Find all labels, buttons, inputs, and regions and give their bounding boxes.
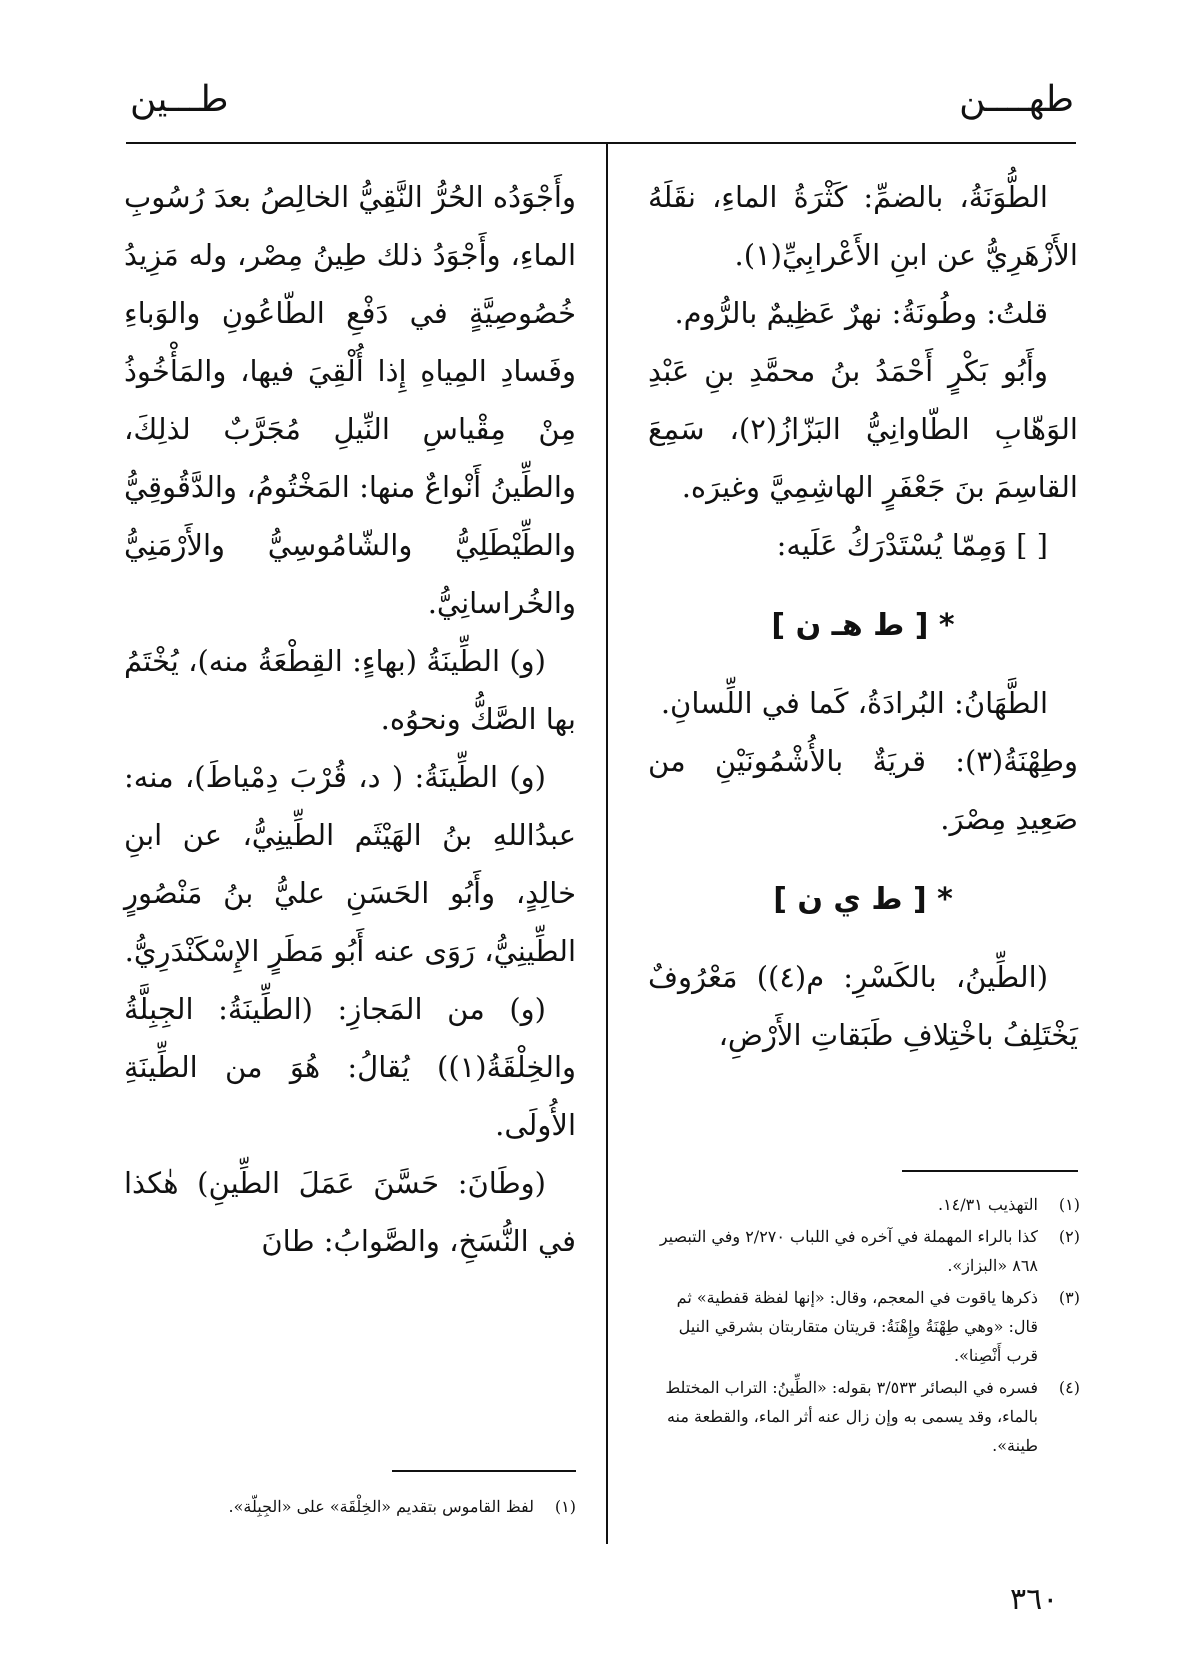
paragraph: وطِهْنَةُ(٣): قريَةٌ بالأُشْمُونَيْنِ من صَعِيدِ مِصْرَ. [648, 744, 1078, 836]
paragraph: (وطَانَ: حَسَّنَ عَمَلَ الطِّينِ) هٰكذا في النُّسَخِ، والصَّوابُ: طانَ [124, 1166, 576, 1258]
column-divider [606, 144, 608, 1544]
footnotes-left [124, 1492, 576, 1524]
paragraph: وأَجْوَدُه الحُرُّ النَّقِيُّ الخالِصُ بعدَ رُسُوبِ الماءِ، وأَجْوَدُ ذلك طِينُ مِصْر، وله مَزِيدُ خُصُوصِيَّةٍ في دَفْعِ الطّاعُونِ والوَباءِ وفَسادِ المِياهِ إِذا أُلْقِيَ فيها، والمَأْخُوذُ مِنْ مِقْياسِ النِّيلِ مُجَرَّبٌ لذلِكَ، والطِّينُ أَنْواعٌ منها: المَخْتُومُ، والدَّقُوقِيُّ والطِّيْطَلِيُّ والشّامُوسِيُّ والأَرْمَنِيُّ والخُراسانِيُّ. [124, 180, 576, 620]
footnote-text: كذا بالراء المهملة في آخره في اللباب ٢/٢٧٠ وفي التبصير ٨٦٨ «البزاز». [659, 1227, 1038, 1275]
footnote [124, 1492, 576, 1521]
footnote-number: (١) [554, 1497, 576, 1516]
paragraph: الطُّوَنَةُ، بالضمِّ: كَثْرَةُ الماءِ، نقَلَهُ الأَزْهَرِيُّ عن ابنِ الأَعْرابِيِّ(١). [648, 180, 1078, 272]
header-rule [126, 142, 1076, 144]
footnote-rule [392, 1470, 576, 1472]
footnote [650, 1190, 1080, 1219]
entry-heading: * [ ط ي ن ] [773, 882, 953, 917]
right-column [648, 168, 1078, 1064]
paragraph: قلتُ: وطُونَةُ: نهرٌ عَظِيمٌ بالرُّوم. [674, 296, 1048, 330]
paragraph: [ ] وَمِمّا يُسْتَدْرَكُ عَلَيه: [776, 528, 1048, 562]
paragraph: (و) الطِّينَةُ: ( د، قُرْبَ دِمْياطَ)، منه: عبدُاللهِ بنُ الهَيْثَم الطِّينِيُّ، عن ابنِ خالِدٍ، وأَبُو الحَسَنِ عليُّ بنُ مَنْصُورٍ الطِّينِيُّ، رَوَى عنه أَبُو مَطَرٍ الإِسْكَنْدَرِيُّ. [124, 760, 576, 968]
footnote [650, 1283, 1080, 1370]
footnote-text: ذكرها ياقوت في المعجم، وقال: «إنها لفظة قفطية» ثم قال: «وهي طِهْنَةُ وإِهْنَةُ: قريتان متقاربتان بشرقي النيل قرب أَنْصِنا». [676, 1288, 1038, 1365]
footnotes-right [650, 1190, 1080, 1463]
footnote-number: (١) [1058, 1195, 1080, 1214]
footnote [650, 1373, 1080, 1460]
left-column [124, 168, 576, 1270]
paragraph: وأَبُو بَكْرٍ أَحْمَدُ بنُ محمَّدِ بنِ عَبْدِ الوَهّابِ الطّاوانِيُّ البَزّازُ(٢)، سَمِعَ القاسِمَ بنَ جَعْفَرٍ الهاشِمِيَّ وغيرَه. [648, 354, 1078, 504]
footnote [650, 1222, 1080, 1280]
footnote-text: لفظ القاموس بتقديم «الخِلْقَة» على «الجِبِلّة». [228, 1497, 534, 1516]
footnote-number: (٤) [1058, 1378, 1080, 1397]
page-number: ٣٦٠ [1010, 1582, 1059, 1617]
footnote-text: التهذيب ١٤/٣١. [937, 1195, 1038, 1214]
paragraph: (و) من المَجازِ: (الطِّينَةُ: الجِبِلَّةُ والخِلْقَةُ(١)) يُقالُ: هُوَ من الطِّينَةِ الأُولَى. [124, 992, 576, 1142]
footnote-number: (٣) [1058, 1288, 1080, 1307]
running-header-right: طهــــن [959, 79, 1074, 120]
footnote-text: فسره في البصائر ٣/٥٣٣ بقوله: «الطِّينُ: التراب المختلط بالماء، وقد يسمى به وإن زال عنه أثر الماء، والقطعة منه طينة». [665, 1378, 1038, 1455]
paragraph: (و) الطِّينَةُ (بهاءٍ: القِطْعَةُ منه)، يُخْتَمُ بها الصَّكُّ ونحوُه. [124, 644, 576, 736]
footnote-number: (٢) [1058, 1227, 1080, 1246]
footnote-rule [902, 1170, 1078, 1172]
entry-heading: * [ ط هـ ن ] [771, 608, 955, 643]
running-header-left: طـــين [130, 79, 229, 120]
paragraph: (الطِّينُ، بالكَسْرِ: م(٤)) مَعْرُوفٌ يَخْتَلِفُ باخْتِلافِ طَبَقاتِ الأَرْضِ، [648, 960, 1078, 1052]
paragraph: الطَّهَانُ: البُرادَةُ، كَما في اللِّسانِ. [660, 686, 1048, 720]
